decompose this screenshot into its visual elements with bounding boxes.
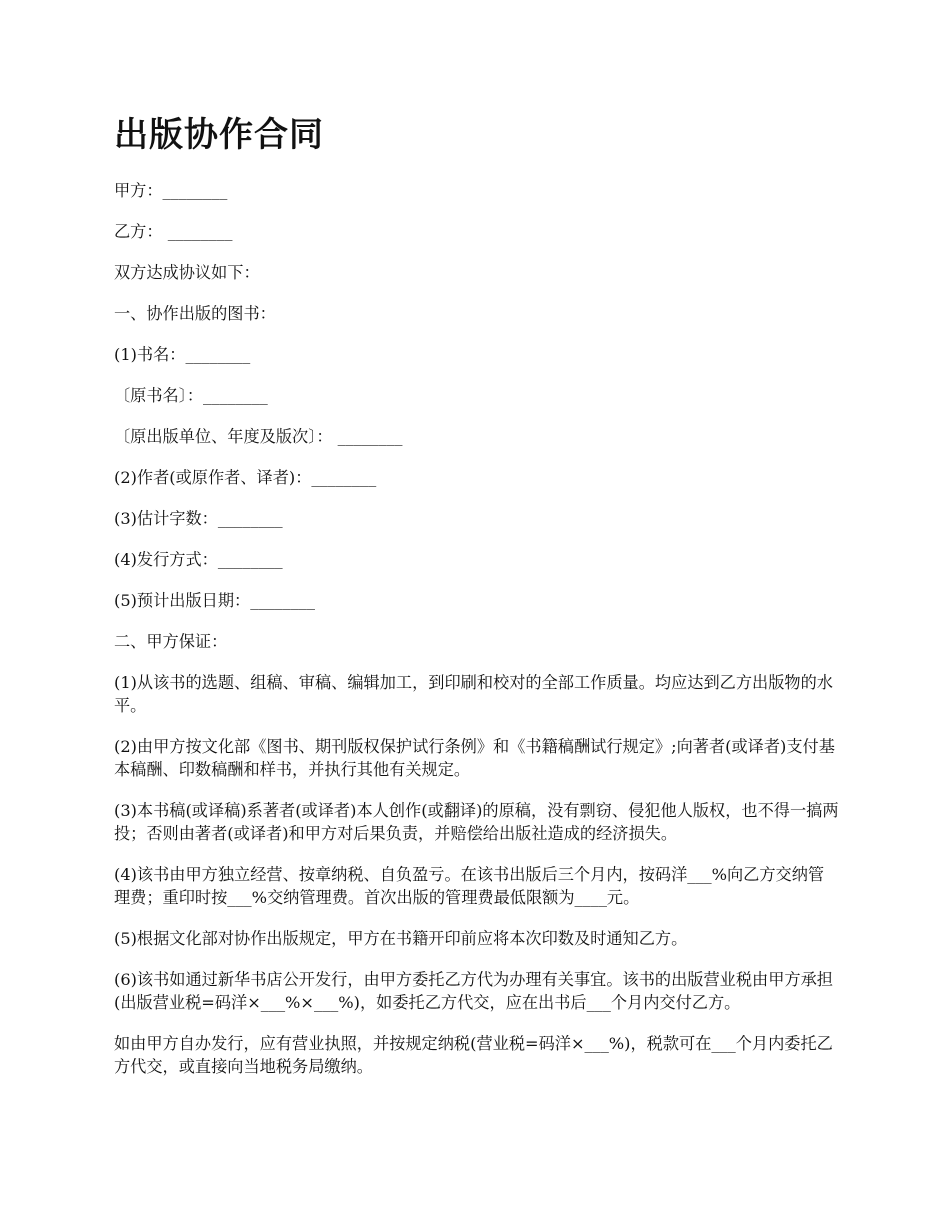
book-title-line: (1)书名：________ xyxy=(114,345,251,364)
distribution-method-line: (4)发行方式：________ xyxy=(114,550,283,569)
party-a-line: 甲方：________ xyxy=(114,181,228,200)
agreement-intro: 双方达成协议如下： xyxy=(114,263,260,282)
clause-1: (1)从该书的选题、组稿、审稿、编辑加工，到印刷和校对的全部工作质量。均应达到乙方出版物的水平。 xyxy=(114,673,833,715)
party-b-line: 乙方： ________ xyxy=(114,222,233,241)
section-heading-books: 一、协作出版的图书： xyxy=(114,304,276,323)
word-count-line: (3)估计字数：________ xyxy=(114,509,283,528)
clause-3: (3)本书稿(或译稿)系著者(或译者)本人创作(或翻译)的原稿，没有剽窃、侵犯他人版权，也不得一搞两投；否则由著者(或译者)和甲方对后果负责，并赔偿给出版社造成的经济损失。 xyxy=(114,801,839,843)
document-title: 出版协作合同 xyxy=(114,115,324,155)
publish-date-line: (5)预计出版日期：________ xyxy=(114,591,315,610)
clause-6-continuation: 如由甲方自办发行，应有营业执照，并按规定纳税(营业税=码洋×___%)，税款可在___个月内委托乙方代交，或直接向当地税务局缴纳。 xyxy=(114,1034,833,1076)
section-heading-guarantees: 二、甲方保证： xyxy=(114,632,228,651)
clause-6: (6)该书如通过新华书店公开发行，由甲方委托乙方代为办理有关事宜。该书的出版营业税由甲方承担(出版营业税=码洋×___%×___%)，如委托乙方代交，应在出书后___个月内交付乙方。 xyxy=(114,970,833,1012)
clause-2: (2)由甲方按文化部《图书、期刊版权保护试行条例》和《书籍稿酬试行规定》;向著者(或译者)支付基本稿酬、印数稿酬和样书，并执行其他有关规定。 xyxy=(114,737,835,779)
author-line: (2)作者(或原作者、译者)：________ xyxy=(114,468,377,487)
clause-4: (4)该书由甲方独立经营、按章纳税、自负盈亏。在该书出版后三个月内，按码洋___%向乙方交纳管理费；重印时按___%交纳管理费。首次出版的管理费最低限额为____元。 xyxy=(114,865,825,907)
original-publisher-line: 〔原出版单位、年度及版次〕： ________ xyxy=(114,427,403,446)
original-title-line: 〔原书名〕：________ xyxy=(114,386,268,405)
clause-5: (5)根据文化部对协作出版规定，甲方在书籍开印前应将本次印数及时通知乙方。 xyxy=(114,929,688,948)
document-body xyxy=(114,179,839,1096)
